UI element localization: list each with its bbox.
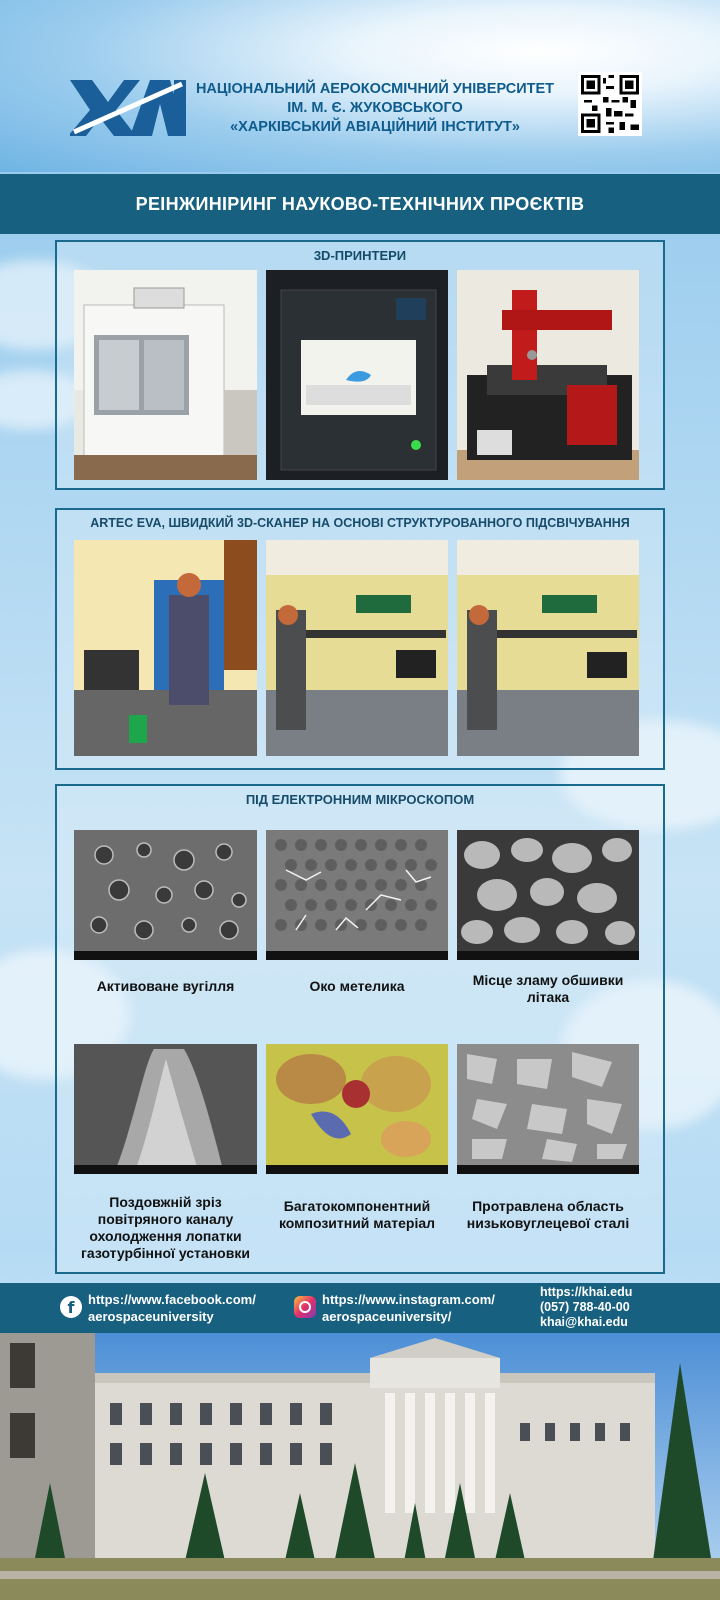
section-title: ARTEC EVA, ШВИДКИЙ 3D-СКАНЕР НА ОСНОВІ СТРУКТУРОВАННОГО ПІДСВІЧУВАННЯ <box>90 516 630 530</box>
facebook-url-line-2[interactable]: aerospaceuniversity <box>88 1309 214 1324</box>
instagram-icon[interactable] <box>294 1296 316 1318</box>
qr-code[interactable] <box>578 72 642 136</box>
university-line-2: ІМ. М. Є. ЖУКОВСЬКОГО <box>287 100 463 116</box>
sem-image-butterfly-eye <box>266 830 448 960</box>
caption-low-carbon-steel: Протравлена область низьковуглецевої сталі <box>466 1198 630 1231</box>
university-line-1: НАЦІОНАЛЬНИЙ АЕРОКОСМІЧНИЙ УНІВЕРСИТЕТ <box>195 81 555 97</box>
photo-cnc-machine <box>457 270 639 480</box>
section-3d-printers <box>55 240 665 490</box>
contact-bar <box>0 1283 720 1333</box>
section-3d-scanner <box>55 508 665 770</box>
facebook-url-line-1[interactable]: https://www.facebook.com/ <box>88 1292 256 1307</box>
header <box>0 0 720 172</box>
caption-activated-carbon: Активоване вугілля <box>96 978 235 994</box>
caption-aircraft-skin-fracture: Місце зламу обшивки літака <box>472 972 624 1005</box>
page-title: РЕІНЖИНІРИНГ НАУКОВО-ТЕХНІЧНИХ ПРОЄКТІВ <box>135 193 585 214</box>
website-link[interactable]: https://khai.edu <box>540 1285 633 1299</box>
photo-3d-printer-white <box>74 270 257 480</box>
photo-scanning-desk <box>74 540 257 756</box>
section-title: ПІД ЕЛЕКТРОННИМ МІКРОСКОПОМ <box>245 792 475 807</box>
facebook-link[interactable] <box>88 1291 256 1325</box>
section-title: 3D-ПРИНТЕРИ <box>313 248 407 263</box>
university-line-3: «ХАРКІВСЬКИЙ АВІАЦІЙНИЙ ІНСТИТУТ» <box>230 119 520 135</box>
sem-image-aircraft-skin-fracture <box>457 830 639 960</box>
section-electron-microscope <box>55 784 665 1274</box>
khai-logo <box>70 74 186 140</box>
contact-details <box>540 1285 632 1330</box>
university-name <box>190 80 560 137</box>
facebook-icon[interactable]: f <box>60 1296 82 1318</box>
title-banner <box>0 174 720 234</box>
sem-image-turbine-blade-channel <box>74 1044 257 1174</box>
sem-image-low-carbon-steel <box>457 1044 639 1174</box>
caption-composite-material: Багатокомпонентний композитний матеріал <box>278 1198 436 1231</box>
photo-scanning-lab-2 <box>457 540 639 756</box>
university-building-photo <box>0 1333 720 1600</box>
instagram-url-line-1[interactable]: https://www.instagram.com/ <box>322 1292 495 1307</box>
sem-image-activated-carbon <box>74 830 257 960</box>
instagram-url-line-2[interactable]: aerospaceuniversity/ <box>322 1309 452 1324</box>
sem-image-composite-material <box>266 1044 448 1174</box>
photo-3d-printer-black <box>266 270 448 480</box>
photo-scanning-lab-1 <box>266 540 448 756</box>
email-link[interactable]: khai@khai.edu <box>540 1315 628 1329</box>
instagram-link[interactable] <box>322 1291 495 1325</box>
caption-turbine-blade-channel: Поздовжній зріз повітряного каналу охолодження лопатки газотурбінної установки <box>81 1194 250 1261</box>
caption-butterfly-eye: Око метелика <box>309 978 405 994</box>
phone-number[interactable]: (057) 788-40-00 <box>540 1300 630 1314</box>
